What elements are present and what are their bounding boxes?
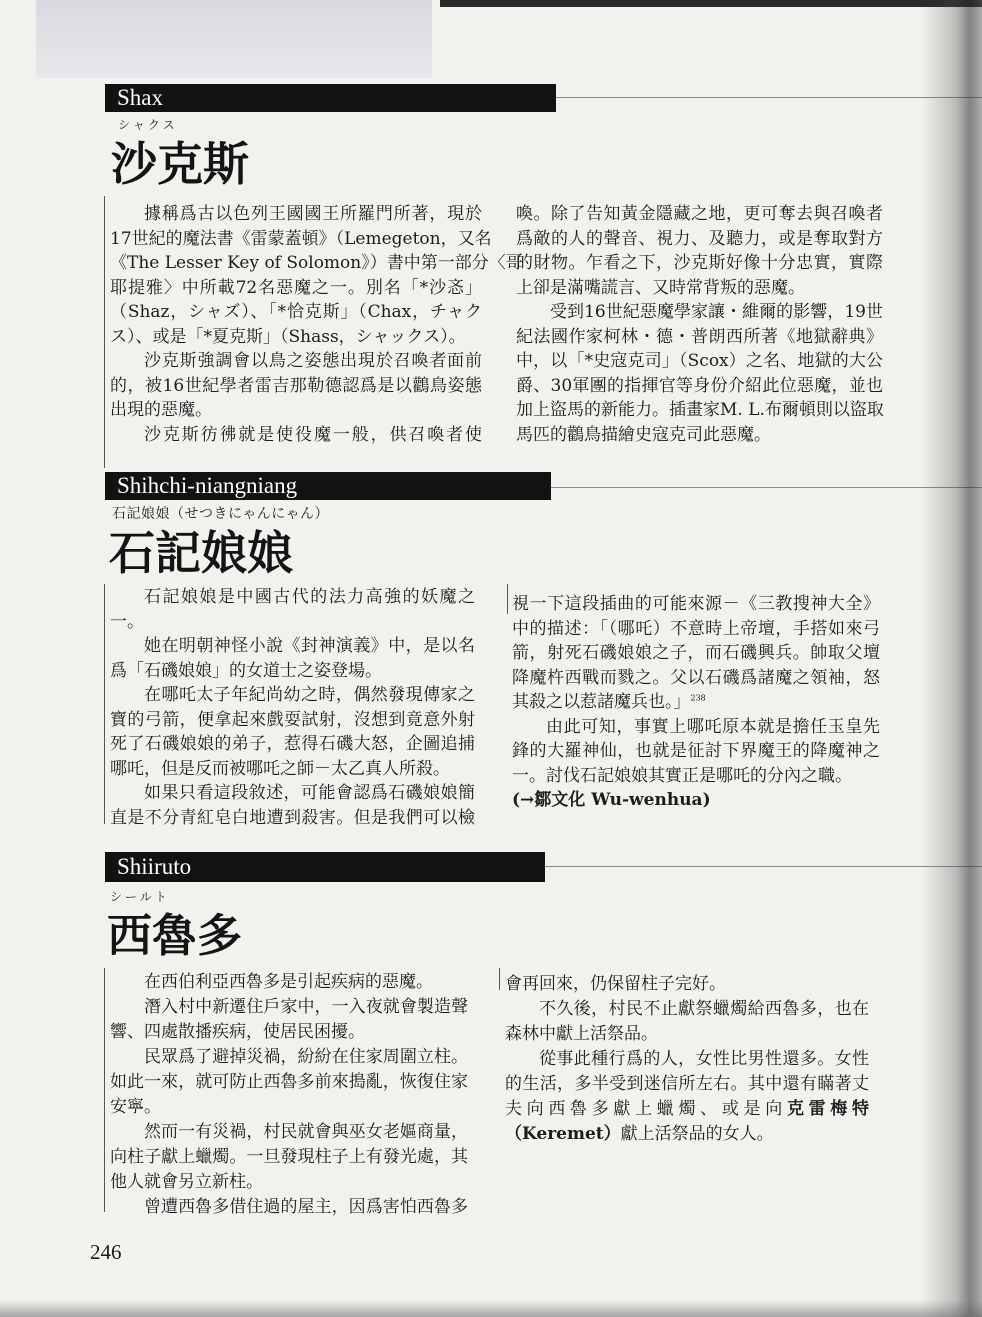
body-line: 受到16世紀惡魔學家讓・維爾的影響，19世 (550, 302, 883, 322)
body-line: 不久後，村民不止獻祭蠟燭給西魯多，也在 (539, 999, 869, 1019)
body-line: 視一下這段插曲的可能來源－《三教搜神大全》 (512, 594, 880, 614)
right-column (505, 972, 869, 1147)
body-line: 降魔杵西戰而戮之。父以石磯爲諸魔之領袖，怒 (512, 667, 880, 688)
quote-end-text: 其殺之以惹諸魔兵也。」 (512, 692, 691, 712)
body-line: 的，被16世紀學者雷吉那勒德認爲是以鸛鳥姿態 (110, 375, 482, 396)
body-line: 安寧。 (110, 1097, 161, 1117)
entry-header-bar (105, 472, 551, 500)
body-line: 曾遭西魯多借住過的屋主，因爲害怕西魯多 (144, 1197, 468, 1217)
body-line: 中，以「*史寇克司」（Scox）之名、地獄的大公 (516, 351, 883, 371)
entry-header-bar (105, 84, 556, 112)
entry-header-bar (105, 852, 545, 882)
body-line: 民眾爲了避掉災禍，紛紛在住家周圍立柱。 (144, 1047, 468, 1067)
body-text: 獻上活祭品的女人。 (620, 1124, 774, 1144)
left-column (110, 970, 468, 1220)
entry-name-en: Shiiruto (117, 854, 192, 879)
body-line: 寶的弓箭，便拿起來戲耍試射，沒想到竟意外射 (110, 709, 475, 730)
body-line: 紀法國作家柯林・德・普朗西所著《地獄辭典》 (516, 326, 883, 347)
column-rule (104, 968, 105, 1212)
entry-reading: シャクス (118, 118, 178, 132)
entry-title: 沙克斯 (111, 137, 249, 191)
body-line: 如果只看這段敘述，可能會認爲石磯娘娘簡 (144, 783, 475, 803)
scan-top-edge (440, 0, 982, 7)
body-line: 出現的惡魔。 (110, 400, 212, 420)
body-line: 由此可知，事實上哪吒原本就是擔任玉皇先 (546, 716, 880, 737)
body-line: 直是不分青紅皂白地遭到殺害。但是我們可以檢 (110, 807, 475, 828)
body-line: 一。 (110, 611, 144, 632)
right-column (516, 202, 883, 447)
entry-reading: シールト (110, 890, 170, 904)
body-line (512, 690, 880, 715)
body-line: 向柱子獻上蠟燭。一旦發現柱子上有發光處，其 (110, 1147, 468, 1167)
header-rule (545, 866, 982, 867)
body-line: 森林中獻上活祭品。 (505, 1024, 658, 1044)
body-line: 喚。除了告知黃金隱藏之地，更可奪去與召喚者 (516, 204, 883, 224)
body-line: 的生活，多半受到迷信所左右。其中還有瞞著丈 (505, 1074, 869, 1094)
body-line: 一。討伐石記娘娘其實正是哪吒的分內之職。 (512, 765, 852, 786)
emphasized-latin: （Keremet） (505, 1124, 621, 1144)
body-line: 加上盜馬的新能力。插畫家M. L.布爾頓則以盜取 (516, 400, 884, 420)
body-line: 石記娘娘是中國古代的法力高強的妖魔之 (144, 587, 475, 607)
entry-title: 石記娘娘 (109, 526, 293, 580)
body-line: 馬匹的鸛鳥描繪史寇克司此惡魔。 (516, 424, 771, 445)
footnote-ref: 238 (690, 693, 706, 703)
body-line: （Shaz，シャズ）、「*恰克斯」（Chax，チャク (110, 302, 482, 322)
body-line: 據稱爲古以色列王國國王所羅門所著，現於 (144, 204, 482, 224)
body-line: 鋒的大羅神仙，也就是征討下界魔王的降魔神之 (512, 741, 880, 761)
body-line: 沙克斯強調會以鳥之姿態出現於召喚者面前 (144, 351, 482, 371)
body-line: 上卻是滿嘴謊言、又時常背叛的惡魔。 (516, 277, 805, 298)
body-line: 箭，射死石磯娘娘之子，而石磯興兵。帥取父壇 (512, 643, 880, 663)
body-line: 響、四處散播疾病，使居民困擾。 (110, 1022, 365, 1042)
body-line (505, 1097, 869, 1122)
body-line: 17世紀的魔法書《雷蒙蓋頓》（Lemegeton，又名 (110, 228, 492, 249)
column-rule (104, 584, 105, 824)
author-credit: (→鄒文化 Wu-wenhua) (512, 790, 711, 810)
body-line: 爲「石磯娘娘」的女道士之姿登場。 (110, 660, 382, 681)
body-line: 然而一有災禍，村民就會與巫女老嫗商量， (144, 1122, 468, 1142)
body-line: 爲敵的人的聲音、視力、及聽力，或是奪取對方 (516, 228, 883, 249)
left-column (110, 202, 523, 447)
body-text: 夫向西魯多獻上蠟燭、或是向 (505, 1099, 787, 1119)
emphasized-name: 克雷梅特 (786, 1099, 869, 1119)
body-line: 耶提雅〉中所載72名惡魔之一。別名「*沙忞」 (110, 277, 482, 298)
entry-name-en: Shax (117, 85, 163, 110)
body-line: 在西伯利亞西魯多是引起疾病的惡魔。 (144, 972, 433, 992)
left-column (110, 585, 475, 830)
body-line: 會再回來，仍保留柱子完好。 (505, 974, 726, 994)
body-line: 哪吒，但是反而被哪吒之師－太乙真人所殺。 (110, 758, 450, 779)
column-rule (507, 584, 508, 614)
entry-reading: 石記娘娘（せつきにゃんにゃん） (112, 506, 329, 522)
entry-title: 西魯多 (107, 909, 243, 962)
body-line: 他人就會另立新柱。 (110, 1172, 263, 1192)
body-line: 從事此種行爲的人，女性比男性還多。女性 (539, 1049, 869, 1069)
column-rule (104, 196, 105, 468)
right-column (512, 592, 880, 813)
entry-name-en: Shihchi-niangniang (117, 473, 298, 498)
body-line: 的財物。乍看之下，沙克斯好像十分忠實，實際 (516, 253, 883, 273)
scan-top-band (36, 0, 432, 78)
body-line (505, 1122, 869, 1147)
body-line: ス）、或是「*夏克斯」（Shass，シャックス）。 (110, 326, 466, 347)
body-line: 她在明朝神怪小說《封神演義》中，是以名 (144, 636, 475, 656)
body-line: 《The Lesser Key of Solomon》）書中第一部分〈哥 (110, 253, 523, 273)
header-rule (551, 487, 982, 488)
body-line: 沙克斯彷彿就是使役魔一般，供召喚者使 (144, 424, 482, 445)
body-line: 如此一來，就可防止西魯多前來搗亂，恢復住家 (110, 1072, 468, 1092)
page-number: 246 (90, 1240, 122, 1264)
body-line: 潛入村中新遷住戶家中，一入夜就會製造聲 (144, 997, 468, 1017)
header-rule (556, 97, 982, 98)
scan-bottom-edge (0, 1300, 982, 1317)
body-line: 死了石磯娘娘的弟子，惹得石磯大怒，企圖追捕 (110, 734, 475, 754)
body-line: 中的描述：「（哪吒）不意時上帝壇，手搭如來弓 (512, 618, 880, 639)
body-line: 在哪吒太子年紀尚幼之時，偶然發現傳家之 (144, 685, 475, 705)
book-gutter-shadow (922, 0, 982, 1317)
body-line: 爵、30軍團的指揮官等身份介紹此位惡魔，並也 (516, 375, 883, 396)
column-rule (499, 968, 500, 990)
